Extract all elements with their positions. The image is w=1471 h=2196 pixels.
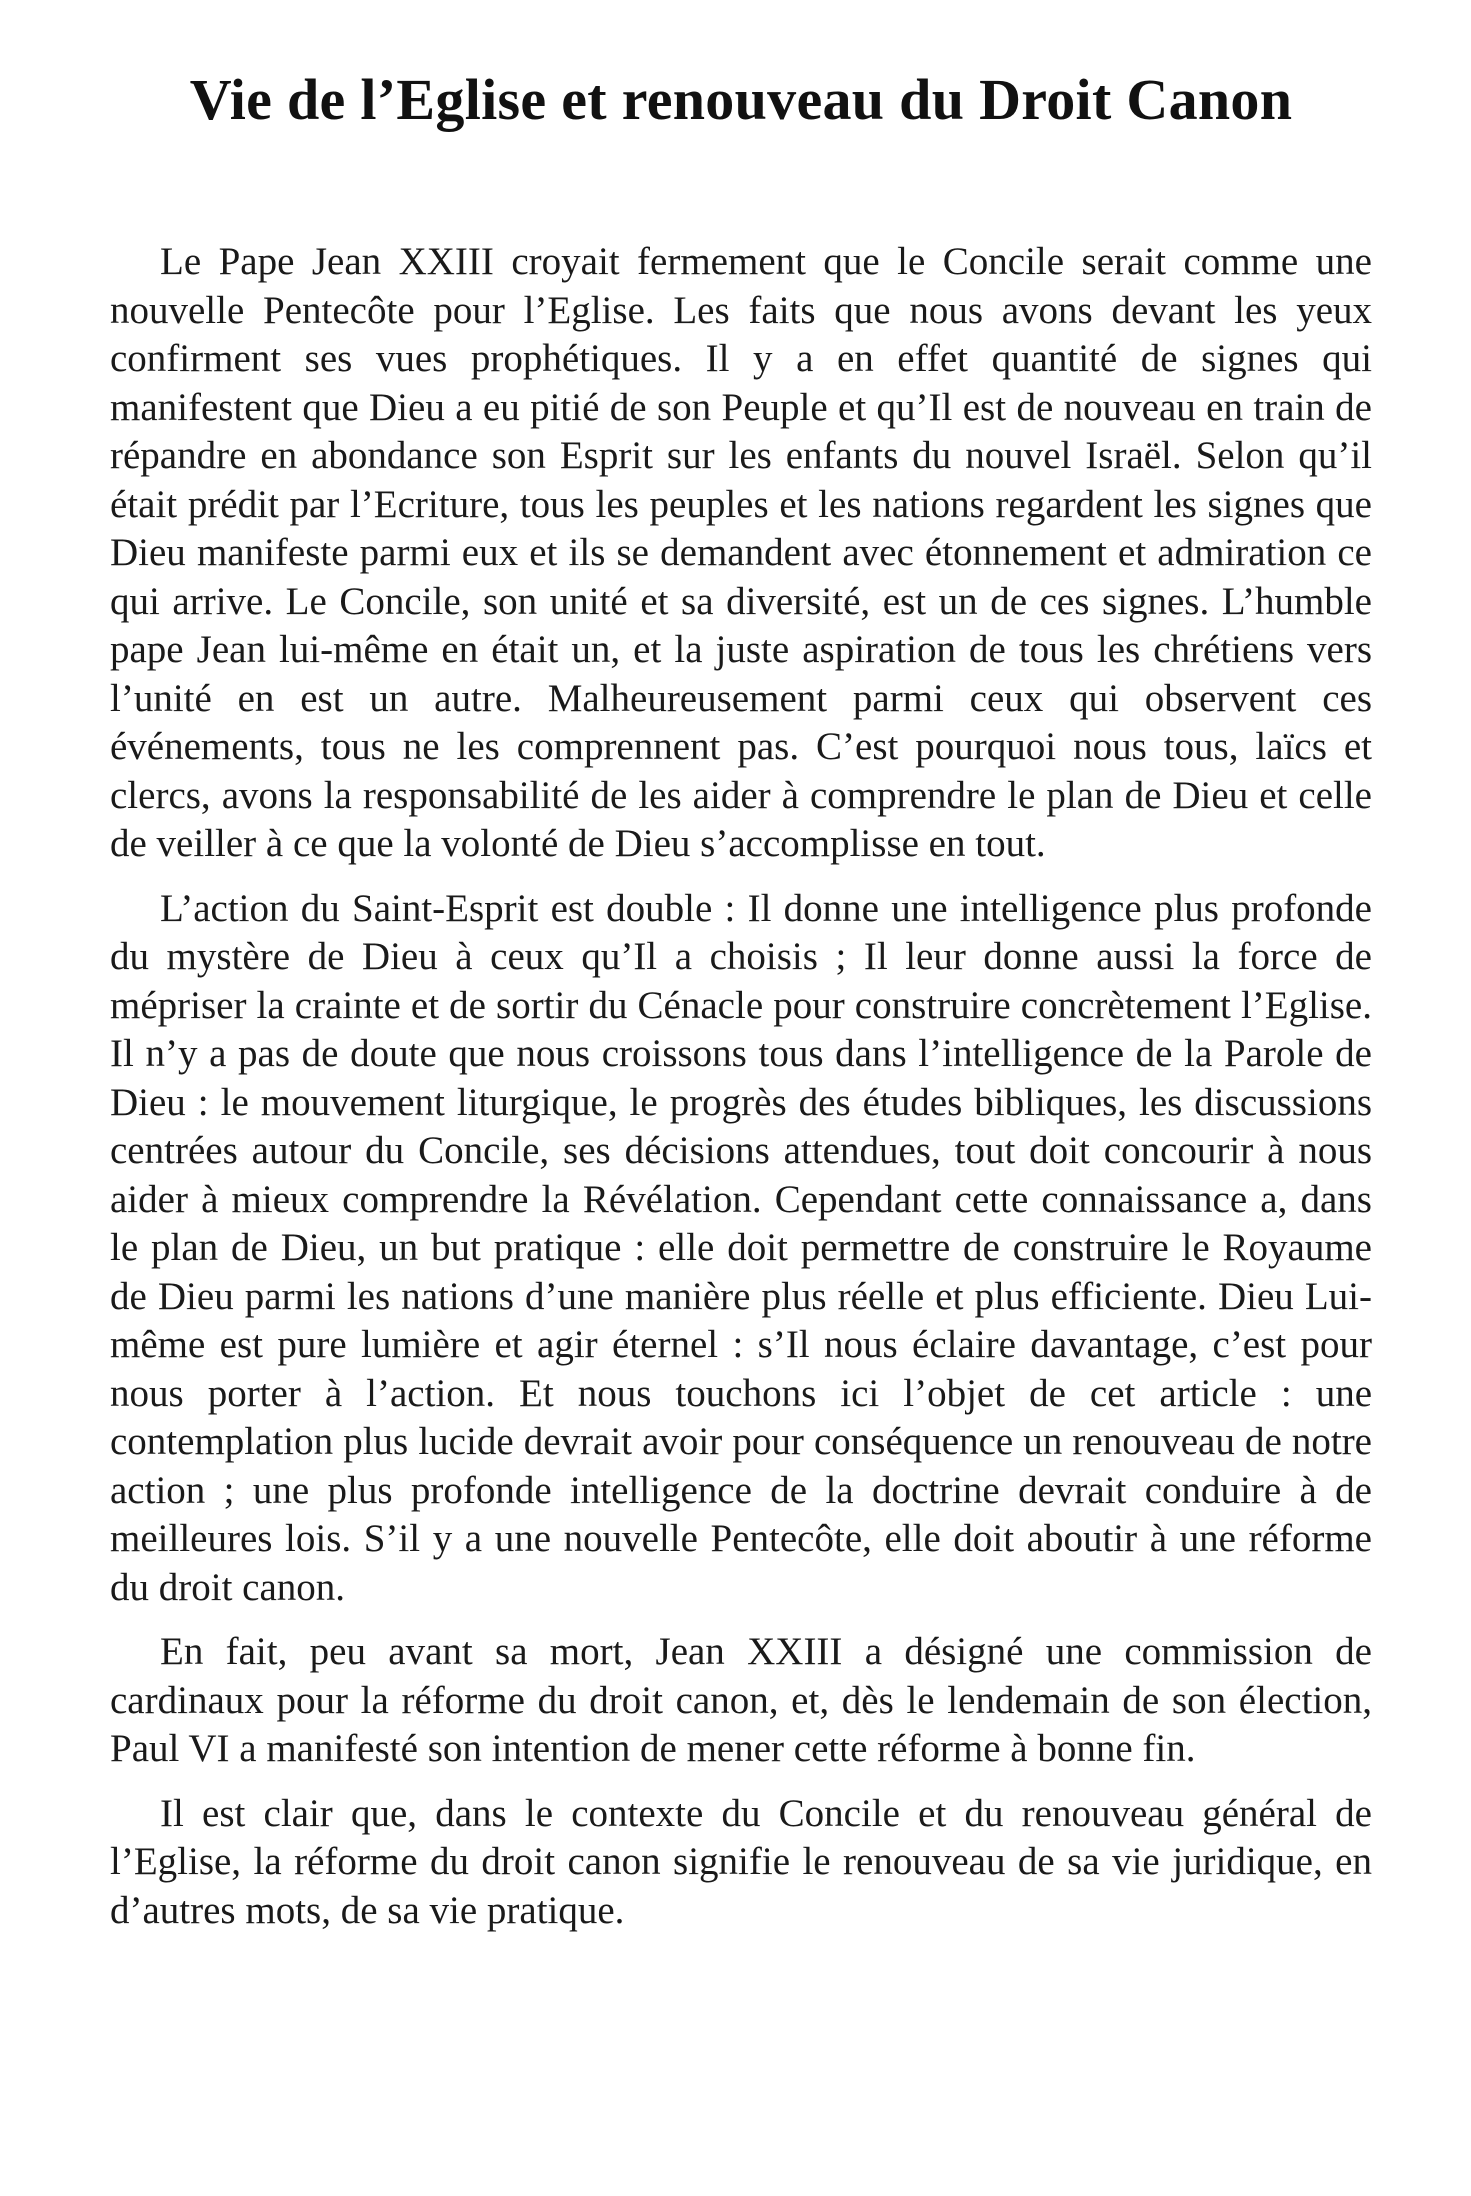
document-page bbox=[110, 60, 1372, 1951]
article-body bbox=[110, 238, 1372, 1935]
paragraph-4: Il est clair que, dans le contexte du Concile et du renouveau général de l’Eglise, la réforme du droit canon signifie le renouveau de sa vie juridique, en d’autres mots, de sa vie pratique. bbox=[110, 1791, 1372, 1932]
paragraph-1: Le Pape Jean XXIII croyait fermement que le Concile serait comme une nouvelle Pentecôte pour l’Eglise. Les faits que nous avons devant les yeux confirment ses vues prophétiques. Il y a en effet quantité de signes qui manifestent que Dieu a eu pitié de son Peuple et qu’Il est de nouveau en train de répandre en abondance son Esprit sur les enfants du nouvel Israël. Selon qu’il était prédit par l’Ecriture, tous les peuples et les nations regardent les signes que Dieu manifeste parmi eux et ils se demandent avec étonnement et admiration ce qui arrive. Le Concile, son unité et sa diversité, est un de ces signes. L’humble pape Jean lui-même en était un, et la juste aspiration de tous les chrétiens vers l’unité en est un autre. Malheureusement parmi ceux qui observent ces événements, tous ne les comprennent pas. C’est pourquoi nous tous, laïcs et clercs, avons la responsabilité de les aider à comprendre le plan de Dieu et celle de veiller à ce que la volonté de Dieu s’accomplisse en tout. bbox=[110, 240, 1372, 865]
article-title: Vie de l’Eglise et renouveau du Droit Canon bbox=[189, 67, 1293, 132]
paragraph-3: En fait, peu avant sa mort, Jean XXIII a désigné une commission de cardinaux pour la réforme du droit canon, et, dès le lendemain de son élection, Paul VI a manifesté son intention de mener cette réforme à bonne fin. bbox=[110, 1630, 1372, 1770]
paragraph-2: L’action du Saint-Esprit est double : Il donne une intelligence plus profonde du mystère de Dieu à ceux qu’Il a choisis ; Il leur donne aussi la force de mépriser la crainte et de sortir du Cénacle pour construire concrètement l’Eglise. Il n’y a pas de doute que nous croissons tous dans l’intelligence de la Parole de Dieu : le mouvement liturgique, le progrès des études bibliques, les discussions centrées autour du Concile, ses décisions attendues, tout doit concourir à nous aider à mieux comprendre la Révélation. Cependant cette connaissance a, dans le plan de Dieu, un but pratique : elle doit permettre de construire le Royaume de Dieu parmi les nations d’une manière plus réelle et plus efficiente. Dieu Lui-même est pure lumière et agir éternel : s’Il nous éclaire davantage, c’est pour nous porter à l’action. Et nous touchons ici l’objet de cet article : une contemplation plus lucide devrait avoir pour conséquence un renouveau de notre action ; une plus profonde intelligence de la doctrine devrait conduire à de meilleures lois. S’il y a une nouvelle Pentecôte, elle doit aboutir à une réforme du droit canon. bbox=[110, 886, 1372, 1609]
